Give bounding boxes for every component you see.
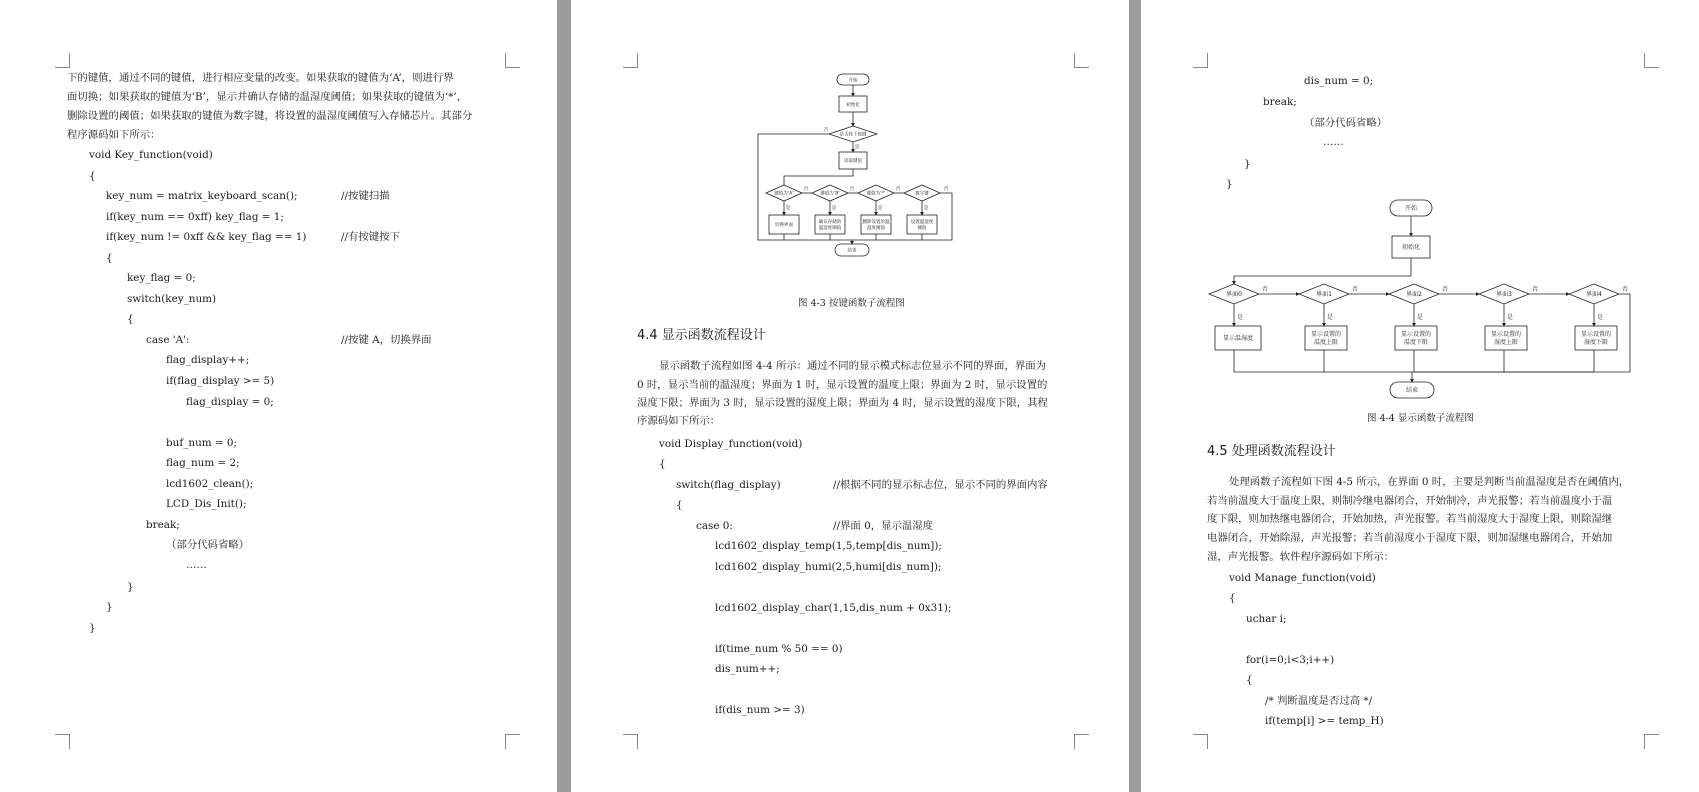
paragraph-line: 湿，声光报警。软件程序源码如下所示：: [1207, 551, 1395, 563]
svg-text:否: 否: [1261, 286, 1269, 293]
code-line: {: [127, 313, 134, 325]
svg-text:否: 否: [823, 128, 829, 133]
svg-text:湿度下限: 湿度下限: [1583, 339, 1609, 346]
code-line: lcd1602_display_char(1,15,dis_num + 0x31);: [715, 602, 952, 614]
code-line: {: [1229, 592, 1236, 604]
crop-mark: [623, 53, 638, 68]
svg-text:否: 否: [895, 187, 901, 192]
display-function-flowchart: [1204, 198, 1634, 403]
svg-text:否: 否: [849, 187, 855, 192]
svg-text:界面3: 界面3: [1496, 291, 1512, 298]
code-line: ……: [186, 559, 207, 571]
svg-text:温湿度阈值: 温湿度阈值: [818, 226, 842, 231]
svg-text:是: 是: [1596, 314, 1604, 321]
code-line: flag_num = 2;: [166, 457, 240, 469]
code-line: break;: [146, 519, 180, 531]
svg-text:是: 是: [923, 206, 929, 211]
crop-mark: [55, 53, 70, 68]
svg-text:界面0: 界面0: [1226, 291, 1242, 298]
code-line: lcd1602_display_temp(1,5,temp[dis_num]);: [715, 540, 942, 552]
svg-text:否: 否: [803, 187, 809, 192]
code-line: }: [127, 581, 134, 593]
code-line: uchar i;: [1246, 613, 1287, 625]
svg-text:是: 是: [831, 206, 837, 211]
paragraph-line: 显示函数子流程如图 4-4 所示：通过不同的显示模式标志位显示不同的界面，界面为: [659, 360, 1047, 372]
paragraph-line: 处理函数子流程如下图 4-5 所示，在界面 0 时，主要是判断当前温湿度是否在阈值内，: [1229, 476, 1630, 488]
document-page-1: [0, 0, 557, 792]
svg-text:开始: 开始: [848, 78, 858, 84]
svg-text:是: 是: [1236, 314, 1244, 321]
crop-mark: [623, 734, 638, 749]
code-line: switch(key_num): [127, 293, 217, 305]
svg-text:确认存储的: 确认存储的: [818, 220, 842, 225]
svg-text:键值为‘*’: 键值为‘*’: [866, 191, 886, 197]
svg-text:界面4: 界面4: [1586, 291, 1602, 298]
crop-mark: [1644, 53, 1659, 68]
paragraph-line: 电器闭合，开始除湿，声光报警；若当前湿度小于湿度下限，则加湿继电器闭合，开始加: [1207, 532, 1613, 544]
svg-text:否: 否: [1621, 286, 1629, 293]
code-line: switch(flag_display): [676, 479, 781, 491]
svg-text:删除设置的温: 删除设置的温: [862, 220, 890, 225]
crop-mark: [1193, 734, 1208, 749]
code-line: dis_num++;: [715, 663, 780, 675]
svg-text:界面2: 界面2: [1406, 291, 1422, 298]
svg-text:显示设置的: 显示设置的: [1400, 331, 1432, 338]
svg-text:结束: 结束: [847, 248, 857, 254]
svg-text:阈值: 阈值: [917, 226, 927, 231]
code-comment: //按键扫描: [341, 190, 390, 202]
code-line: flag_display++;: [166, 354, 250, 366]
svg-text:初始化: 初始化: [846, 103, 860, 108]
crop-mark: [55, 734, 70, 749]
key-function-flowchart: [756, 70, 956, 285]
code-comment: //根据不同的显示标志位，显示不同的界面内容: [833, 479, 1048, 491]
figure-caption: 图 4-3 按键函数子流程图: [798, 298, 905, 309]
code-line: }: [1226, 178, 1233, 190]
document-page-3: [1141, 0, 1699, 792]
svg-text:是: 是: [854, 145, 860, 150]
svg-text:切换界面: 切换界面: [775, 223, 793, 228]
code-line: key_flag = 0;: [127, 272, 196, 284]
svg-text:读取键值: 读取键值: [844, 159, 862, 164]
code-line: dis_num = 0;: [1304, 75, 1374, 87]
svg-text:显示设置的: 显示设置的: [1490, 331, 1522, 338]
svg-text:键值为‘A’: 键值为‘A’: [774, 191, 794, 197]
crop-mark: [1074, 53, 1089, 68]
code-line: void Display_function(void): [659, 438, 803, 450]
code-line: LCD_Dis_Init();: [166, 498, 247, 510]
code-line: lcd1602_clean();: [166, 478, 254, 490]
svg-text:温度上限: 温度上限: [1313, 339, 1339, 346]
crop-mark: [1074, 734, 1089, 749]
paragraph-line: 度下限，则加热继电器闭合，开始加热，声光报警。若当前湿度大于湿度上限，则除湿继: [1207, 513, 1613, 525]
svg-text:是: 是: [1416, 314, 1424, 321]
svg-text:显示温湿度: 显示温湿度: [1222, 335, 1254, 342]
intro-line: 删除设置的阈值；如果获取的键值为数字键，将设置的温湿度阈值写入存储芯片。其部分: [67, 110, 473, 122]
svg-text:开始: 开始: [1404, 205, 1418, 212]
code-line: {: [89, 170, 96, 182]
svg-text:否: 否: [1441, 286, 1449, 293]
code-line: if(key_num == 0xff) key_flag = 1;: [106, 211, 284, 223]
code-line: {: [676, 499, 683, 511]
code-line: }: [106, 601, 113, 613]
svg-text:结束: 结束: [1405, 387, 1419, 394]
svg-text:显示设置的: 显示设置的: [1580, 331, 1612, 338]
code-line: void Manage_function(void): [1229, 572, 1376, 584]
svg-text:初始化: 初始化: [1401, 244, 1421, 251]
intro-line: 下的键值，通过不同的键值，进行相应变量的改变。如果获取的键值为‘A’，则进行界: [67, 72, 454, 84]
code-line: }: [89, 622, 96, 634]
crop-mark: [1193, 53, 1208, 68]
svg-text:湿度阈值: 湿度阈值: [867, 226, 885, 231]
crop-mark: [505, 53, 520, 68]
code-line: if(dis_num >= 3): [715, 704, 805, 716]
code-line: （部分代码省略）: [166, 539, 250, 551]
code-line: }: [1244, 158, 1251, 170]
code-line: ……: [1323, 136, 1344, 148]
svg-text:显示设置的: 显示设置的: [1310, 331, 1342, 338]
intro-line: 面切换；如果获取的键值为‘B’，显示并确认存储的温湿度阈值；如果获取的键值为‘*’，: [67, 91, 468, 103]
code-line: /* 判断温度是否过高 */: [1265, 695, 1373, 707]
svg-text:设置温湿度: 设置温湿度: [910, 220, 934, 225]
crop-mark: [1644, 734, 1659, 749]
svg-text:是: 是: [1506, 314, 1514, 321]
svg-text:否: 否: [1531, 286, 1539, 293]
svg-text:键值为‘B’: 键值为‘B’: [820, 191, 840, 197]
section-heading: 4.5 处理函数流程设计: [1207, 444, 1336, 459]
code-line: {: [1246, 674, 1253, 686]
code-line: key_num = matrix_keyboard_scan();: [106, 190, 298, 202]
code-line: case 'A':: [146, 334, 190, 346]
code-comment: //界面 0，显示温湿度: [833, 520, 934, 532]
svg-text:是否按下按键: 是否按下按键: [839, 132, 867, 138]
code-comment: //按键 A，切换界面: [341, 334, 432, 346]
svg-text:是: 是: [877, 206, 883, 211]
figure-caption: 图 4-4 显示函数子流程图: [1367, 413, 1474, 424]
code-line: if(temp[i] >= temp_H): [1265, 715, 1384, 727]
code-line: for(i=0;i<3;i++): [1246, 654, 1335, 666]
svg-text:否: 否: [943, 187, 949, 192]
code-line: break;: [1263, 96, 1297, 108]
svg-text:湿度上限: 湿度上限: [1493, 339, 1519, 346]
svg-text:界面1: 界面1: [1316, 291, 1332, 298]
code-line: case 0:: [696, 520, 733, 532]
svg-text:数字键: 数字键: [915, 191, 929, 197]
code-line: buf_num = 0;: [166, 437, 238, 449]
code-line: （部分代码省略）: [1304, 117, 1388, 129]
svg-text:否: 否: [1351, 286, 1359, 293]
intro-line: 程序源码如下所示：: [67, 129, 161, 141]
code-line: {: [106, 252, 113, 264]
code-line: flag_display = 0;: [186, 396, 274, 408]
crop-mark: [505, 734, 520, 749]
code-line: void Key_function(void): [89, 149, 213, 161]
paragraph-line: 湿度下限；界面为 3 时，显示设置的湿度上限；界面为 4 时，显示设置的湿度下限，其程: [637, 397, 1048, 409]
svg-text:温度下限: 温度下限: [1403, 339, 1429, 346]
section-heading: 4.4 显示函数流程设计: [637, 328, 766, 343]
code-comment: //有按键按下: [341, 231, 400, 243]
svg-text:是: 是: [1326, 314, 1334, 321]
paragraph-line: 序源码如下所示：: [637, 415, 721, 427]
document-page-2: [571, 0, 1129, 792]
svg-text:是: 是: [785, 206, 791, 211]
code-line: {: [659, 458, 666, 470]
code-line: if(flag_display >= 5): [166, 375, 275, 387]
paragraph-line: 若当前温度大于温度上限，则制冷继电器闭合，开始制冷，声光报警；若当前温度小于温: [1207, 495, 1613, 507]
paragraph-line: 0 时，显示当前的温湿度；界面为 1 时，显示设置的温度上限；界面为 2 时，显示设置的: [637, 379, 1048, 391]
code-line: if(key_num != 0xff && key_flag == 1): [106, 231, 307, 243]
code-line: if(time_num % 50 == 0): [715, 643, 843, 655]
code-line: lcd1602_display_humi(2,5,humi[dis_num]);: [715, 561, 942, 573]
